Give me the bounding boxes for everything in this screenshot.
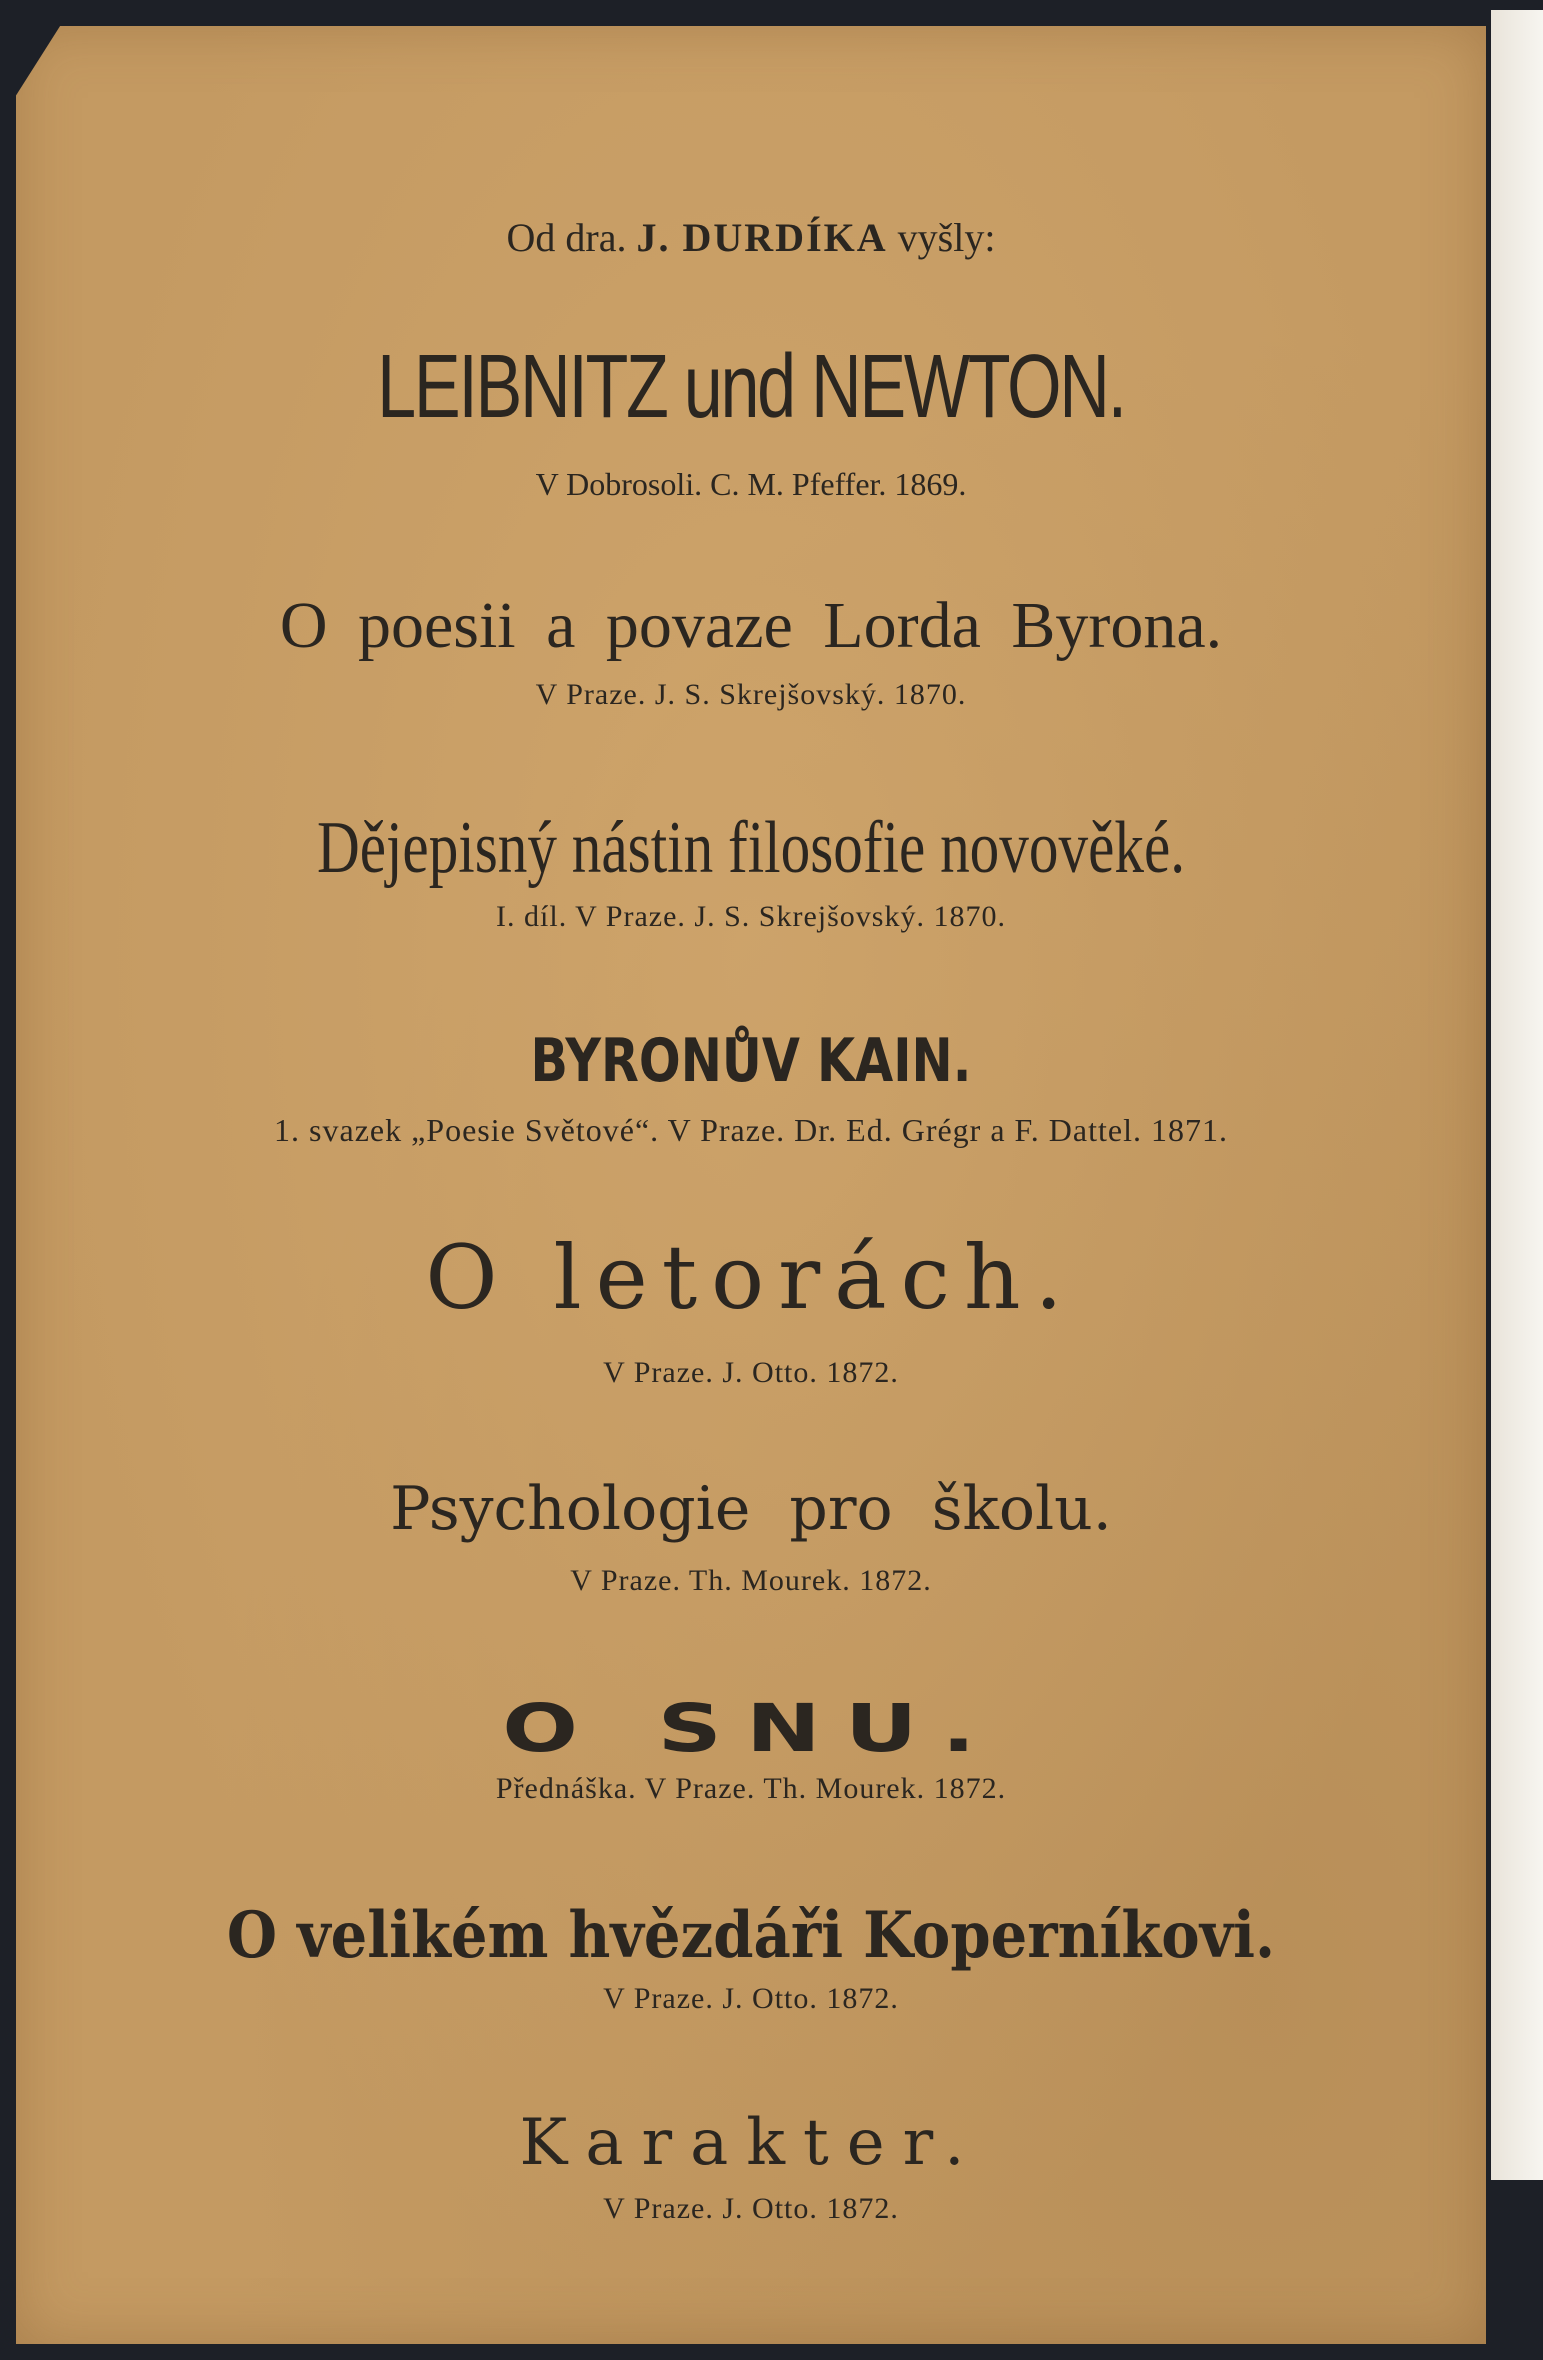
book-title: BYRONŮV KAIN. bbox=[530, 1026, 972, 1096]
book-title: O poesii a povaze Lorda Byrona. bbox=[279, 589, 1223, 662]
book-title: Dějepisný nástin filosofie novověké. bbox=[316, 807, 1186, 889]
book-title: O letorách. bbox=[425, 1226, 1077, 1329]
book-title: O velikém hvězdáři Koperníkovi. bbox=[226, 1898, 1276, 1973]
book-imprint: Přednáška. V Praze. Th. Mourek. 1872. bbox=[495, 1772, 1007, 1805]
book-imprint: I. díl. V Praze. J. S. Skrejšovský. 1870. bbox=[496, 900, 1006, 933]
book-title: LEIBNITZ und NEWTON. bbox=[377, 337, 1125, 437]
book-imprint: V Praze. J. Otto. 1872. bbox=[603, 1982, 899, 2015]
scan-background-corner bbox=[1483, 2180, 1543, 2360]
book-title: Karakter. bbox=[519, 2106, 983, 2180]
book-imprint: V Dobrosoli. C. M. Pfeffer. 1869. bbox=[535, 466, 967, 502]
book-imprint: V Praze. Th. Mourek. 1872. bbox=[570, 1564, 932, 1597]
book-imprint: V Praze. J. Otto. 1872. bbox=[603, 2192, 899, 2225]
book-title: O SNU. bbox=[502, 1690, 1000, 1767]
publication-list-heading bbox=[16, 214, 1486, 261]
heading-suffix: vyšly: bbox=[897, 215, 996, 260]
author-name: J. DURDÍKA bbox=[636, 215, 888, 260]
book-imprint: V Praze. J. S. Skrejšovský. 1870. bbox=[535, 678, 967, 711]
page-edge bbox=[1491, 10, 1543, 2210]
book-title: Psychologie pro školu. bbox=[390, 1474, 1112, 1544]
book-imprint: V Praze. J. Otto. 1872. bbox=[603, 1356, 899, 1389]
heading-prefix: Od dra. bbox=[506, 215, 627, 260]
book-imprint: 1. svazek „Poesie Světové“. V Praze. Dr. Ed. Grégr a F. Dattel. 1871. bbox=[274, 1112, 1228, 1148]
